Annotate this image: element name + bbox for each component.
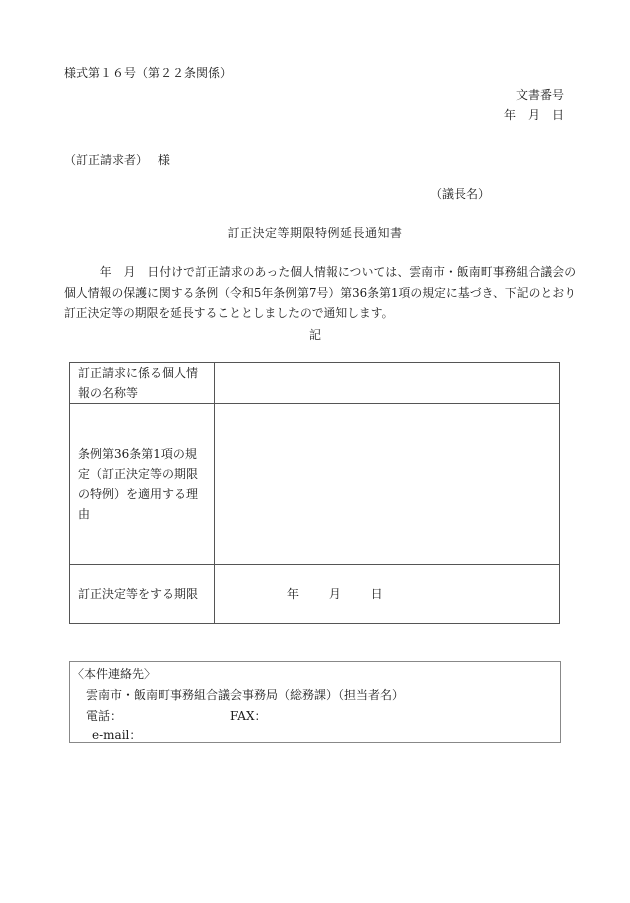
document-date-line: 年 月 日 [503, 108, 564, 122]
contact-heading: 〈本件連絡先〉 [72, 667, 157, 681]
personal-info-name-label: 訂正請求に係る個人情報の名称等 [70, 363, 215, 404]
form-number: 様式第１６号（第２２条関係） [64, 66, 233, 80]
ki-marker: 記 [308, 328, 321, 342]
sender-name: （議長名） [429, 187, 490, 201]
reason-field[interactable] [215, 404, 560, 565]
contact-tel-label: 電話： [86, 709, 123, 723]
contact-fax-label: FAX： [230, 709, 267, 723]
deadline-label: 訂正決定等をする期限 [70, 565, 215, 624]
table-row [70, 404, 560, 565]
contact-office: 雲南市・飯南町事務組合議会事務局（総務課）（担当者名） [86, 688, 405, 702]
table-row [70, 565, 560, 624]
contact-box [69, 661, 561, 743]
notice-body: 年 月 日付けで訂正請求のあった個人情報については、雲南市・飯南町事務組合議会の個人情報の保護に関する条例（令和5年条例第7号）第36条第1項の規定に基づき、下記のとおり訂正決定等の期限を延長することとしましたので通知します。 [64, 265, 576, 320]
document-number-label: 文書番号 [515, 88, 564, 102]
contact-email-label: e-mail： [92, 728, 142, 742]
deadline-month: 月 [328, 587, 341, 601]
document-title: 訂正決定等期限特例延長通知書 [227, 226, 403, 240]
deadline-day: 日 [370, 587, 383, 601]
reason-label: 条例第36条第1項の規定（訂正決定等の期限の特例）を適用する理由 [70, 404, 215, 565]
detail-table [69, 362, 560, 624]
deadline-field[interactable] [215, 565, 560, 624]
personal-info-name-field[interactable] [215, 363, 560, 404]
table-row [70, 363, 560, 404]
deadline-year: 年 [287, 587, 300, 601]
addressee: （訂正請求者） 様 [64, 153, 170, 167]
